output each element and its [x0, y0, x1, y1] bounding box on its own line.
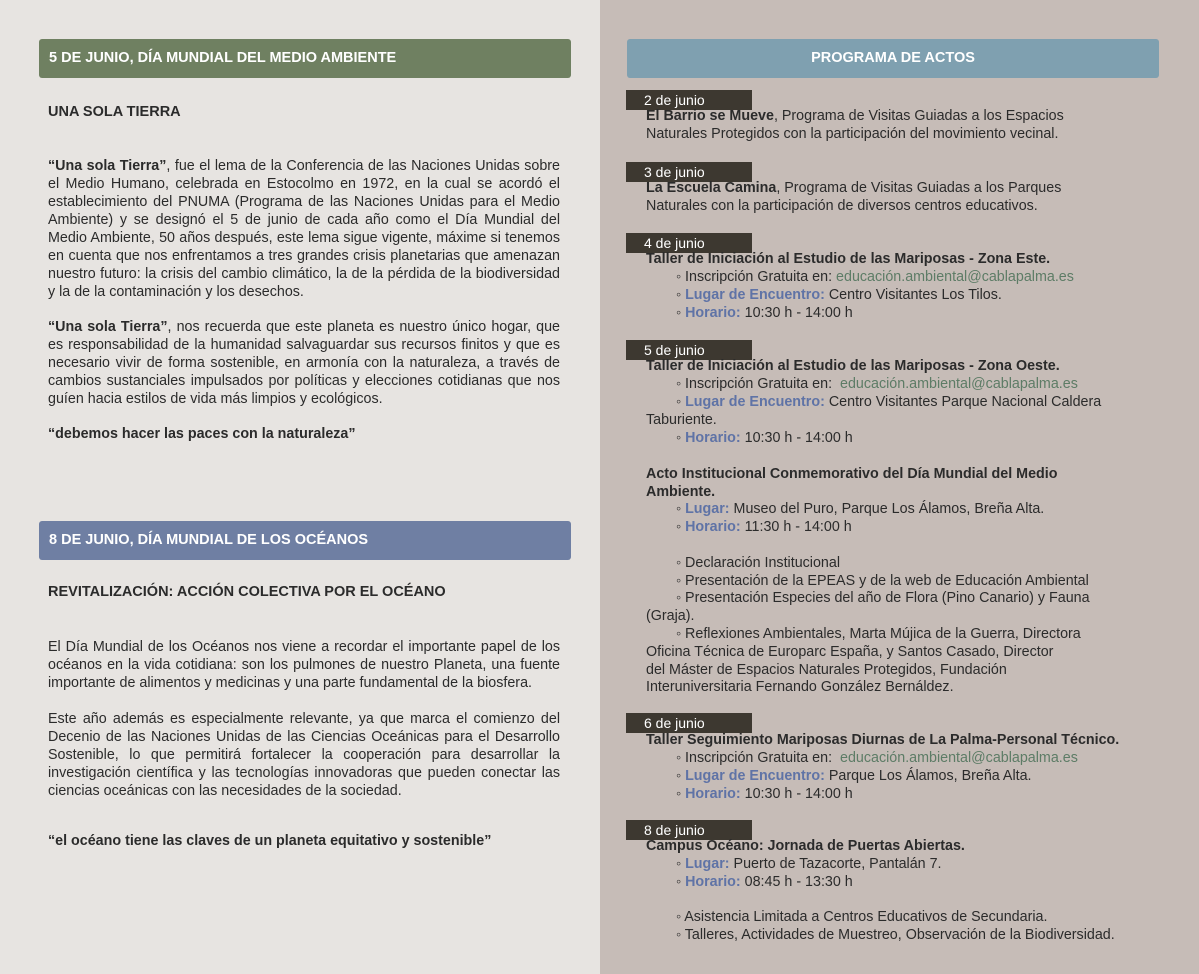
list-item: ◦ Talleres, Actividades de Muestreo, Observación de la Biodiversidad. [676, 927, 1115, 943]
event-detail-inscripcion [646, 750, 1078, 768]
detail-label: Horario: [685, 430, 741, 446]
list-item-cont: Oficina Técnica de Europarc España, y Santos Casado, Director [646, 644, 1054, 660]
quote-oceano-claves: “el océano tiene las claves de un planeta equitativo y sostenible” [48, 833, 492, 849]
detail-label: Horario: [685, 519, 741, 535]
detail-value: Centro Visitantes Los Tilos. [828, 287, 1002, 303]
detail-value: Museo del Puro, Parque Los Álamos, Breña Alta. [733, 501, 1045, 517]
email-link[interactable]: educación.ambiental@cablapalma.es [840, 376, 1078, 392]
bullet: ◦ [676, 394, 682, 410]
detail-label: Horario: [685, 874, 741, 890]
event-detail-lugar [646, 856, 942, 874]
event-title: La Escuela Camina [646, 180, 777, 196]
date-label-6-junio: 6 de junio [626, 713, 752, 733]
paragraph-text: , nos recuerda que este planeta es nuestro único hogar, que es responsabilidad de la humanidad salvaguardar sus recursos finitos y que es necesario vivir de forma sostenible, en armonía con la naturaleza, a través de cambios sustanciales impulsados por políticas y elecciones cotidianas que nos guíen hacia estilos de vida más limpios y ecológicos. [48, 319, 560, 407]
event-detail-horario [646, 305, 853, 323]
list-item: ◦ Presentación Especies del año de Flora (Pino Canario) y Fauna [676, 590, 1090, 606]
list-item: ◦ Declaración Institucional [676, 555, 841, 571]
date-label-4-junio: 4 de junio [626, 233, 752, 253]
event-detail-inscripcion [646, 269, 1074, 287]
list-item: ◦ Asistencia Limitada a Centros Educativos de Secundaria. [676, 909, 1048, 925]
event-title: Taller Seguimiento Mariposas Diurnas de La Palma-Personal Técnico. [646, 732, 1120, 748]
bold-phrase: “Una sola Tierra” [48, 158, 167, 174]
detail-value: 08:45 h - 13:30 h [744, 874, 853, 890]
quote-paces-naturaleza: “debemos hacer las paces con la naturaleza” [48, 426, 356, 442]
section-band-programa: PROGRAMA DE ACTOS [627, 39, 1159, 78]
date-label-8-junio: 8 de junio [626, 820, 752, 840]
list-item: ◦ Presentación de la EPEAS y de la web de Educación Ambiental [676, 573, 1089, 589]
event-detail-lugar [646, 768, 1032, 786]
event-title: Campus Océano: Jornada de Puertas Abiertas. [646, 838, 965, 854]
bullet: ◦ [676, 287, 682, 303]
event-line [646, 180, 1061, 198]
detail-value: 11:30 h - 14:00 h [744, 519, 852, 535]
event-line [646, 108, 1064, 126]
detail-value: Puerto de Tazacorte, Pantalán 7. [733, 856, 942, 872]
section-band-oceans-day: 8 DE JUNIO, DÍA MUNDIAL DE LOS OCÉANOS [39, 521, 571, 560]
event-detail-horario [646, 786, 853, 804]
bullet: ◦ [676, 786, 682, 802]
list-item-cont: Interuniversitaria Fernando González Bernáldez. [646, 679, 954, 695]
detail-label: ◦ Inscripción Gratuita en: [676, 269, 833, 285]
paragraph-oceanos-2: Este año además es especialmente relevante, ya que marca el comienzo del Decenio de las Naciones Unidas de las Ciencias Oceánicas para el Desarrollo Sostenible, lo que permitirá fortalecer la cooperación para desarrollar la investigación científica y las tecnologías innovadoras que pueden conectar las ciencias oceánicas con las necesidades de la sociedad. [48, 711, 560, 799]
email-link[interactable]: educación.ambiental@cablapalma.es [840, 750, 1078, 766]
detail-label: Lugar de Encuentro: [685, 287, 825, 303]
event-detail-inscripcion [646, 376, 1078, 394]
bullet: ◦ [676, 430, 682, 446]
list-item: ◦ Reflexiones Ambientales, Marta Mújica de la Guerra, Directora [676, 626, 1081, 642]
event-title: Taller de Iniciación al Estudio de las Mariposas - Zona Este. [646, 251, 1051, 267]
list-item-cont: del Máster de Espacios Naturales Protegidos, Fundación [646, 662, 1007, 678]
bullet: ◦ [676, 856, 682, 872]
bullet: ◦ [676, 519, 682, 535]
bold-phrase: “Una sola Tierra” [48, 319, 168, 335]
paragraph-oceanos-1: El Día Mundial de los Océanos nos viene a recordar el importante papel de los océanos en la vida cotidiana: son los pulmones de nuestro Planeta, una fuente importante de alimentos y medicinas y una parte fundamental de la biosfera. [48, 639, 560, 691]
detail-label: ◦ Inscripción Gratuita en: [676, 750, 833, 766]
section-heading-revitalizacion: REVITALIZACIÓN: ACCIÓN COLECTIVA POR EL OCÉANO [48, 584, 446, 600]
bullet: ◦ [676, 768, 682, 784]
section-heading-una-sola-tierra: UNA SOLA TIERRA [48, 104, 181, 120]
bullet: ◦ [676, 501, 682, 517]
date-label-3-junio: 3 de junio [626, 162, 752, 182]
detail-label: Lugar de Encuentro: [685, 768, 825, 784]
event-detail-horario [646, 874, 853, 892]
paragraph-text: , fue el lema de la Conferencia de las Naciones Unidas sobre el Medio Humano, celebrada en Estocolmo en 1972, en la cual se acordó el establecimiento del PNUMA (Programa de las Naciones Unidas para el Medio Ambiente) y se designó el 5 de junio de cada año como el Día Mundial del Medio Ambiente, 50 años después, este lema sigue vigente, máxime si tenemos en cuenta que nos enfrentamos a tres grandes crisis planetarias que amenazan nuestro futuro: la crisis del cambio climático, la de la pérdida de la biodiversidad y la de la contaminación y los desechos. [48, 158, 560, 300]
event-title: Acto Institucional Conmemorativo del Día Mundial del Medio [646, 466, 1058, 482]
detail-label: Horario: [685, 786, 741, 802]
event-detail-horario [646, 519, 852, 537]
event-title-cont: Ambiente. [646, 484, 716, 500]
event-line: Naturales con la participación de diversos centros educativos. [646, 198, 1038, 214]
detail-value: 10:30 h - 14:00 h [744, 786, 853, 802]
event-detail-lugar-cont: Taburiente. [646, 412, 717, 428]
section-band-environment-day: 5 DE JUNIO, DÍA MUNDIAL DEL MEDIO AMBIENTE [39, 39, 571, 78]
detail-label: ◦ Inscripción Gratuita en: [676, 376, 833, 392]
event-text: , Programa de Visitas Guiadas a los Espacios [773, 108, 1064, 124]
bullet: ◦ [676, 305, 682, 321]
detail-label: Horario: [685, 305, 741, 321]
event-detail-horario [646, 430, 853, 448]
detail-value: 10:30 h - 14:00 h [744, 305, 853, 321]
detail-value: 10:30 h - 14:00 h [744, 430, 853, 446]
date-label-5-junio: 5 de junio [626, 340, 752, 360]
right-panel [600, 0, 1199, 974]
email-link[interactable]: educación.ambiental@cablapalma.es [836, 269, 1074, 285]
paragraph-una-sola-tierra-1 [48, 157, 560, 301]
list-item-cont: (Graja). [646, 608, 695, 624]
paragraph-una-sola-tierra-2 [48, 318, 560, 408]
detail-label: Lugar: [685, 501, 730, 517]
date-label-2-junio: 2 de junio [626, 90, 752, 110]
detail-value: Centro Visitantes Parque Nacional Caldera [828, 394, 1102, 410]
detail-label: Lugar: [685, 856, 730, 872]
detail-label: Lugar de Encuentro: [685, 394, 825, 410]
event-detail-lugar [646, 501, 1044, 519]
event-title: El Barrio se Mueve [646, 108, 774, 124]
bullet: ◦ [676, 874, 682, 890]
event-detail-lugar [646, 287, 1002, 305]
event-detail-lugar [646, 394, 1101, 412]
event-title: Taller de Iniciación al Estudio de las Mariposas - Zona Oeste. [646, 358, 1060, 374]
event-text: , Programa de Visitas Guiadas a los Parques [776, 180, 1062, 196]
detail-value: Parque Los Álamos, Breña Alta. [828, 768, 1032, 784]
event-line: Naturales Protegidos con la participación del movimiento vecinal. [646, 126, 1059, 142]
